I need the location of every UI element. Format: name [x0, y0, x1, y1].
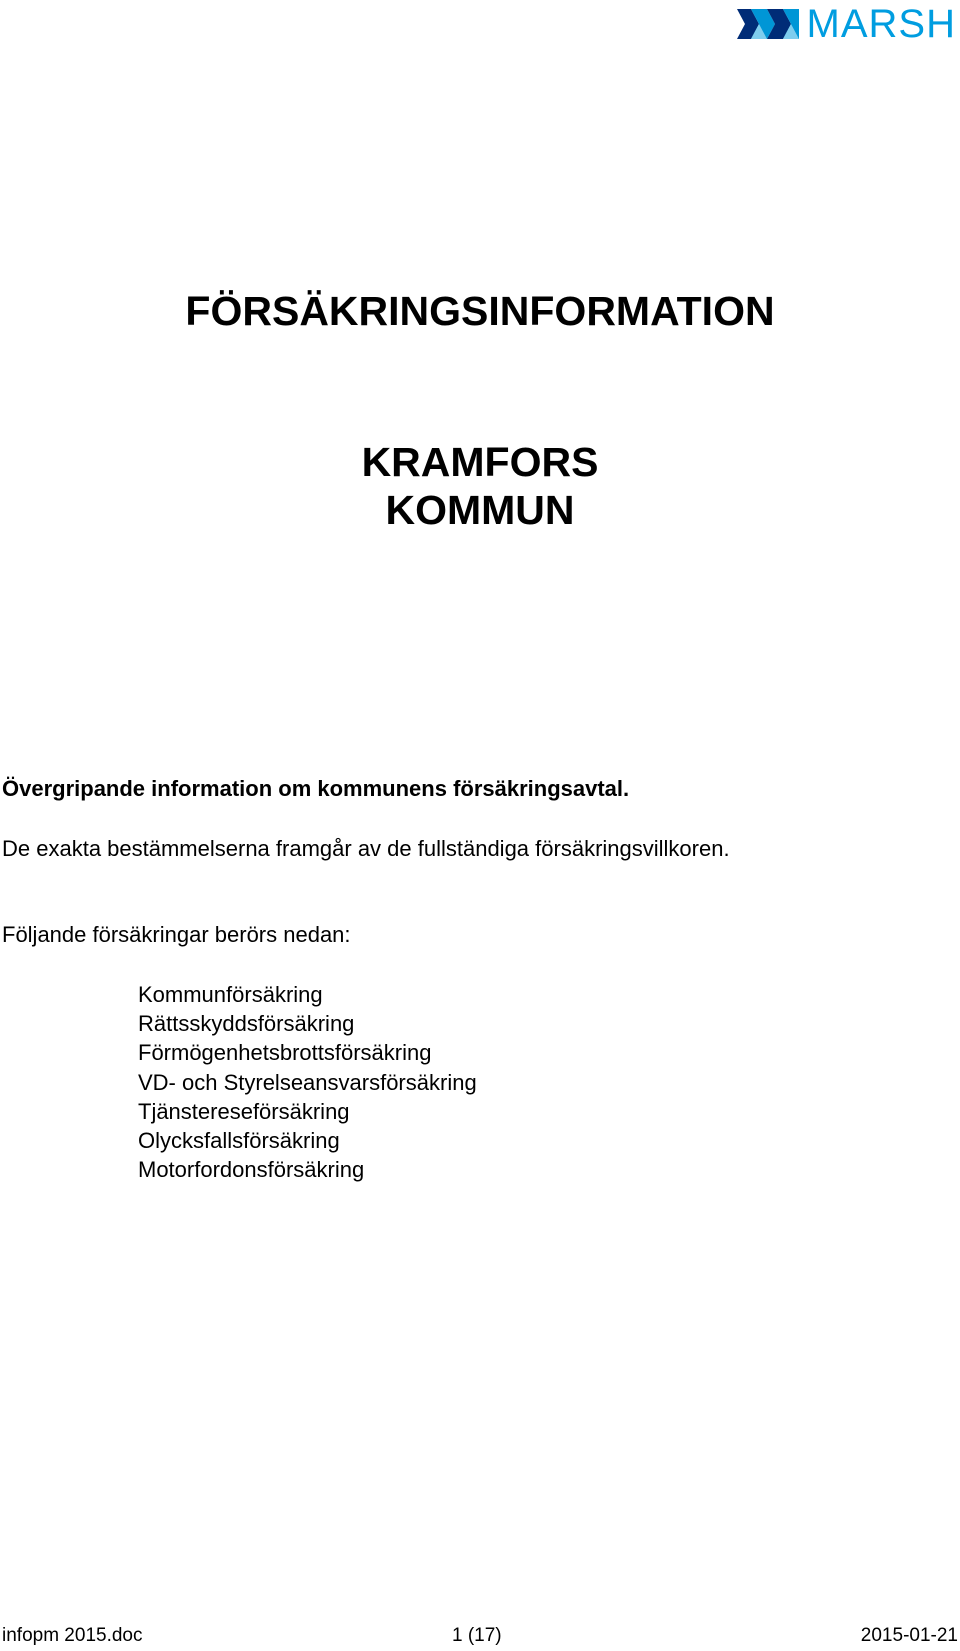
- disclaimer-text: De exakta bestämmelserna framgår av de fullständiga försäkringsvillkoren.: [2, 836, 730, 861]
- insurance-list-item: Olycksfallsförsäkring: [138, 1128, 340, 1154]
- organization-name: [0, 438, 960, 534]
- page-footer: [2, 1625, 958, 1649]
- insurance-list: [138, 980, 477, 1184]
- insurance-list-item: VD- och Styrelseansvarsförsäkring: [138, 1069, 477, 1095]
- insurance-list-intro: Följande försäkringar berörs nedan:: [2, 922, 351, 947]
- organization-name-line-1: KRAMFORS: [361, 439, 599, 485]
- footer-filename: infopm 2015.doc: [2, 1625, 143, 1646]
- marsh-logo-text: MARSH: [806, 2, 956, 46]
- footer-page-number: 1 (17): [452, 1625, 502, 1646]
- insurance-list-item: Kommunförsäkring: [138, 982, 323, 1007]
- organization-name-line-2: KOMMUN: [385, 487, 575, 533]
- insurance-list-item: Tjänstereseförsäkring: [138, 1098, 350, 1124]
- insurance-list-item: Rättsskyddsförsäkring: [138, 1011, 355, 1037]
- footer-date: 2015-01-21: [860, 1625, 958, 1646]
- marsh-logo-icon: [737, 5, 799, 43]
- marsh-logo: [737, 4, 956, 44]
- insurance-list-item: Motorfordonsförsäkring: [138, 1157, 365, 1183]
- document-title: FÖRSÄKRINGSINFORMATION: [185, 288, 775, 334]
- overview-heading: Övergripande information om kommunens försäkringsavtal.: [2, 776, 630, 801]
- insurance-list-item: Förmögenhetsbrottsförsäkring: [138, 1040, 432, 1066]
